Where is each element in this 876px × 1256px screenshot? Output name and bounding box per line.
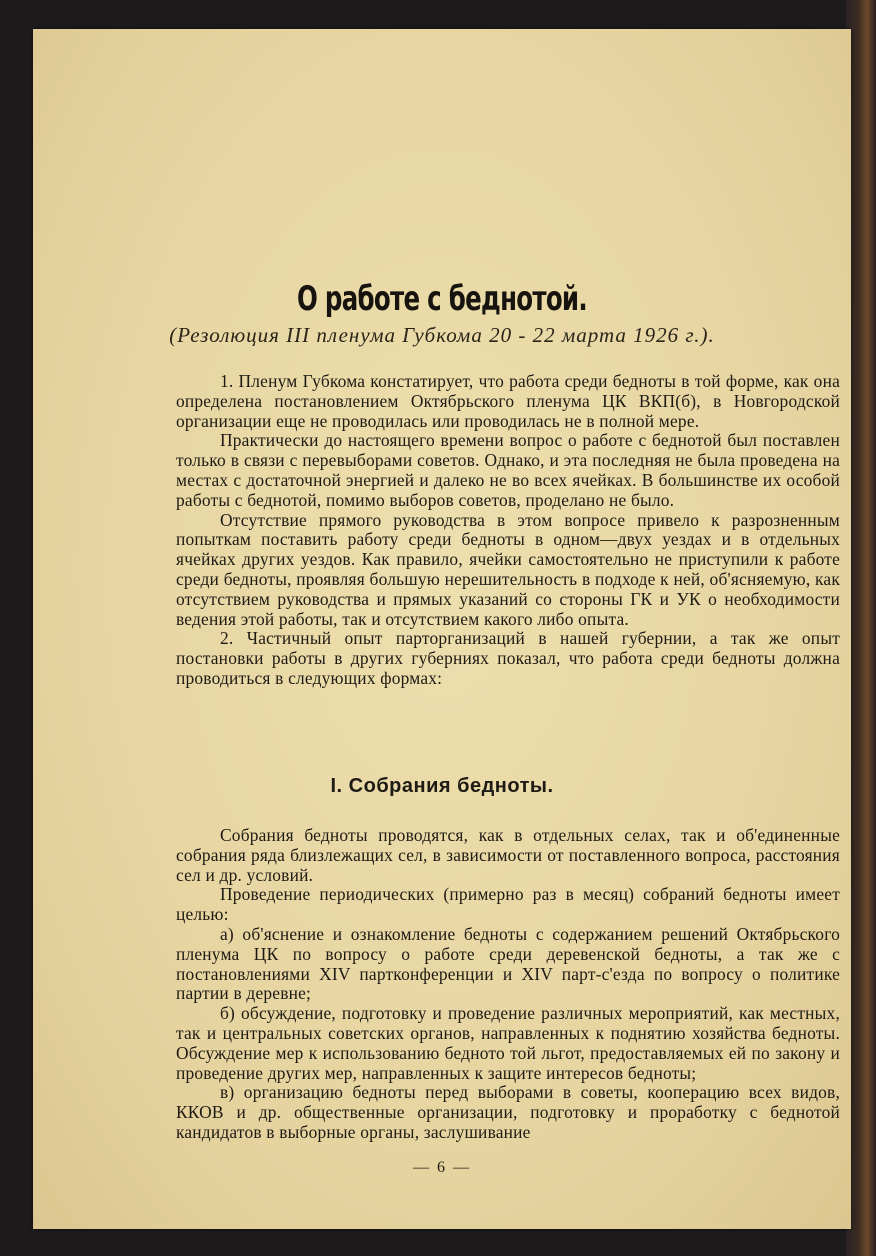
paragraph: 2. Частичный опыт парторганизаций в нашей губернии, а так же опыт постановки работы в других губерниях показал, что работа среди бедноты должна проводиться в следующих формах: xyxy=(176,628,840,688)
paragraph: Собрания бедноты проводятся, как в отдельных селах, так и об'единенные собрания ряда близлежащих сел, в зависимости от поставленного вопроса, расстояния сел и др. условий. xyxy=(176,825,840,885)
paragraph: Проведение периодических (примерно раз в месяц) собраний бедноты имеет целью: xyxy=(176,884,840,925)
paragraph: Практически до настоящего времени вопрос о работе с беднотой был поставлен только в связи с перевыборами советов. Однако, и эта последняя не была проведена на местах с достаточной энергией и далеко не во всех ячейках. В большинстве их особой работы с беднотой, помимо выборов советов, проделано не было. xyxy=(176,430,840,510)
section-text xyxy=(176,826,840,1143)
document-page xyxy=(33,29,851,1229)
paragraph: 1. Пленум Губкома констатирует, что работа среди бедноты в той форме, как она определена постановлением Октябрьского пленума ЦК ВКП(б), в Новгородской организации еще не проводилась или проводилась не в полной мере. xyxy=(176,371,840,431)
list-item: в) организацию бедноты перед выборами в советы, кооперацию всех видов, ККОВ и др. общественные организации, подготовку и проработку с беднотой кандидатов в выборные органы, заслушивание xyxy=(176,1082,840,1142)
paragraph: Отсутствие прямого руководства в этом вопросе привело к разрозненным попыткам поставить работу среди бедноты в одном—двух уездах и в отдельных ячейках других уездов. Как правило, ячейки самостоятельно не приступили к работе среди бедноты, проявляя большую нерешительность в подходе к ней, об'ясняемую, как отсутствием руководства и прямых указаний со стороны ГК и УК о необходимости ведения этой работы, так и отсутствием какого либо опыта. xyxy=(176,509,840,629)
page-subtitle: (Резолюция III пленума Губкома 20 - 22 марта 1926 г.). xyxy=(169,323,715,347)
list-item: а) об'яснение и ознакомление бедноты с содержанием решений Октябрьского пленума ЦК по вопросу о работе среди деревенской бедноты, а так же с постановлениями XIV партконференции и XIV парт-с'езда по вопросу о политике партии в деревне; xyxy=(176,923,840,1004)
page-number: — 6 — xyxy=(413,1159,471,1176)
intro-text xyxy=(176,372,840,689)
list-item: б) обсуждение, подготовку и проведение различных мероприятий, как местных, так и центральных советских органов, направленных к поднятию хозяйства бедноты. Обсуждение мер к использованию бедното той льгот, предоставляемых ей по закону и проведение других мер, направленных к защите интересов бедноты; xyxy=(176,1003,840,1083)
page-title: О работе с беднотой. xyxy=(297,279,587,319)
section-heading: I. Собрания бедноты. xyxy=(330,775,554,797)
